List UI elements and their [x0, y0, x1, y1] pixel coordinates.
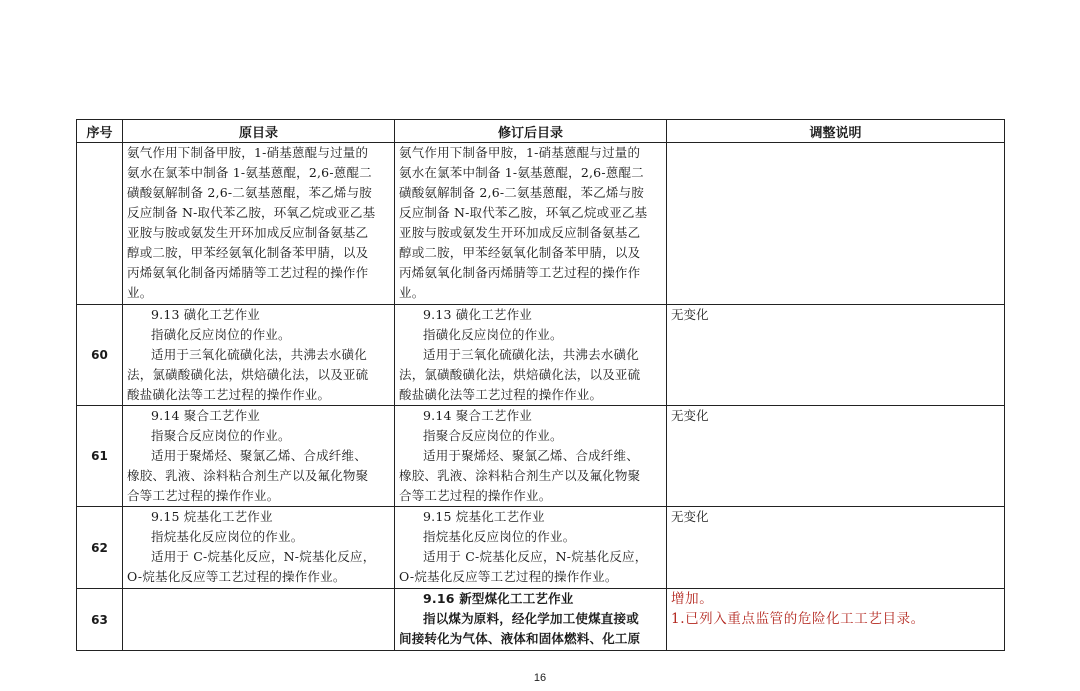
table-row [77, 406, 1005, 507]
text-line: 亚胺与胺或氨发生开环加成反应制备氨基乙 [399, 225, 641, 240]
text-line: 指烷基化反应岗位的作业。 [151, 529, 304, 544]
text-line: 反应制备 N-取代苯乙胺，环氧乙烷或亚乙基 [127, 205, 376, 220]
text-line: 间接转化为气体、液体和固体燃料、化工原 [399, 631, 641, 646]
text-line: 适用于聚烯烃、聚氯乙烯、合成纤维、 [423, 448, 639, 463]
page-number: 16 [533, 672, 547, 684]
row-number [77, 143, 123, 305]
text-line: 业。 [399, 285, 425, 300]
text-line: 9.13 磺化工艺作业 [423, 307, 533, 322]
remarks-cell [667, 406, 1005, 507]
remarks-cell [667, 143, 1005, 305]
text-line: 醇或二胺，甲苯经氨氧化制备苯甲腈，以及 [399, 245, 641, 260]
text-line: 合等工艺过程的操作作业。 [127, 488, 280, 503]
table-row [77, 143, 1005, 305]
row-number: 63 [77, 589, 123, 651]
text-line: 9.13 磺化工艺作业 [151, 307, 261, 322]
text-line: 9.16 新型煤化工工艺作业 [423, 591, 574, 606]
remark-line: 无变化 [671, 509, 709, 524]
remark-line: 无变化 [671, 307, 709, 322]
header-seq: 序号 [77, 120, 123, 143]
remark-line: 1.已列入重点监管的危险化工工艺目录。 [671, 611, 925, 627]
text-line: 磺酸氨解制备 2,6-二氨基蒽醌，苯乙烯与胺 [399, 185, 644, 200]
text-line: 丙烯氨氧化制备丙烯腈等工艺过程的操作作 [127, 265, 369, 280]
text-line: 适用于 C-烷基化反应，N-烷基化反应， [423, 549, 648, 564]
remarks-cell [667, 589, 1005, 651]
original-entry [123, 589, 395, 651]
text-line: 酸盐磺化法等工艺过程的操作作业。 [399, 387, 603, 402]
text-line: 适用于聚烯烃、聚氯乙烯、合成纤维、 [151, 448, 367, 463]
text-line: 醇或二胺，甲苯经氨氧化制备苯甲腈，以及 [127, 245, 369, 260]
remarks-cell [667, 507, 1005, 589]
table-row [77, 507, 1005, 589]
header-original: 原目录 [123, 120, 395, 143]
text-line: 指以煤为原料，经化学加工使煤直接或 [423, 611, 639, 626]
text-line: O-烷基化反应等工艺过程的操作作业。 [399, 569, 618, 584]
catalog-comparison-table [76, 119, 1005, 651]
remark-line: 无变化 [671, 408, 709, 423]
text-line: 氨水在氯苯中制备 1-氨基蒽醌，2,6-蒽醌二 [127, 165, 372, 180]
text-line: 法，氯磺酸磺化法，烘焙磺化法，以及亚硫 [399, 367, 641, 382]
table-row [77, 305, 1005, 406]
text-line: 指烷基化反应岗位的作业。 [423, 529, 576, 544]
text-line: O-烷基化反应等工艺过程的操作作业。 [127, 569, 346, 584]
text-line: 磺酸氨解制备 2,6-二氨基蒽醌，苯乙烯与胺 [127, 185, 372, 200]
remarks-cell [667, 305, 1005, 406]
text-line: 氨气作用下制备甲胺，1-硝基蒽醌与过量的 [127, 145, 369, 160]
text-line: 指磺化反应岗位的作业。 [151, 327, 291, 342]
remark-line: 增加。 [671, 591, 714, 607]
text-line: 法，氯磺酸磺化法，烘焙磺化法，以及亚硫 [127, 367, 369, 382]
original-entry [123, 143, 395, 305]
row-number: 60 [77, 305, 123, 406]
text-line: 橡胶、乳液、涂料粘合剂生产以及氟化物聚 [399, 468, 641, 483]
original-entry [123, 507, 395, 589]
row-number: 61 [77, 406, 123, 507]
text-line: 适用于三氧化硫磺化法，共沸去水磺化 [151, 347, 367, 362]
text-line: 9.15 烷基化工艺作业 [151, 509, 273, 524]
text-line: 氨气作用下制备甲胺，1-硝基蒽醌与过量的 [399, 145, 641, 160]
text-line: 合等工艺过程的操作作业。 [399, 488, 552, 503]
revised-entry [395, 406, 667, 507]
text-line: 9.14 聚合工艺作业 [423, 408, 533, 423]
text-line: 丙烯氨氧化制备丙烯腈等工艺过程的操作作 [399, 265, 641, 280]
revised-entry [395, 305, 667, 406]
text-line: 反应制备 N-取代苯乙胺，环氧乙烷或亚乙基 [399, 205, 648, 220]
text-line: 9.15 烷基化工艺作业 [423, 509, 545, 524]
text-line: 适用于 C-烷基化反应，N-烷基化反应， [151, 549, 376, 564]
header-revised: 修订后目录 [395, 120, 667, 143]
table-row [77, 589, 1005, 651]
text-line: 业。 [127, 285, 153, 300]
revised-entry [395, 507, 667, 589]
text-line: 酸盐磺化法等工艺过程的操作作业。 [127, 387, 331, 402]
table-header-row [77, 120, 1005, 143]
header-remarks: 调整说明 [667, 120, 1005, 143]
revised-entry [395, 589, 667, 651]
text-line: 亚胺与胺或氨发生开环加成反应制备氨基乙 [127, 225, 369, 240]
text-line: 橡胶、乳液、涂料粘合剂生产以及氟化物聚 [127, 468, 369, 483]
revised-entry [395, 143, 667, 305]
text-line: 适用于三氧化硫磺化法，共沸去水磺化 [423, 347, 639, 362]
text-line: 9.14 聚合工艺作业 [151, 408, 261, 423]
row-number: 62 [77, 507, 123, 589]
original-entry [123, 406, 395, 507]
original-entry [123, 305, 395, 406]
text-line: 指聚合反应岗位的作业。 [151, 428, 291, 443]
text-line: 指磺化反应岗位的作业。 [423, 327, 563, 342]
text-line: 指聚合反应岗位的作业。 [423, 428, 563, 443]
text-line: 氨水在氯苯中制备 1-氨基蒽醌，2,6-蒽醌二 [399, 165, 644, 180]
